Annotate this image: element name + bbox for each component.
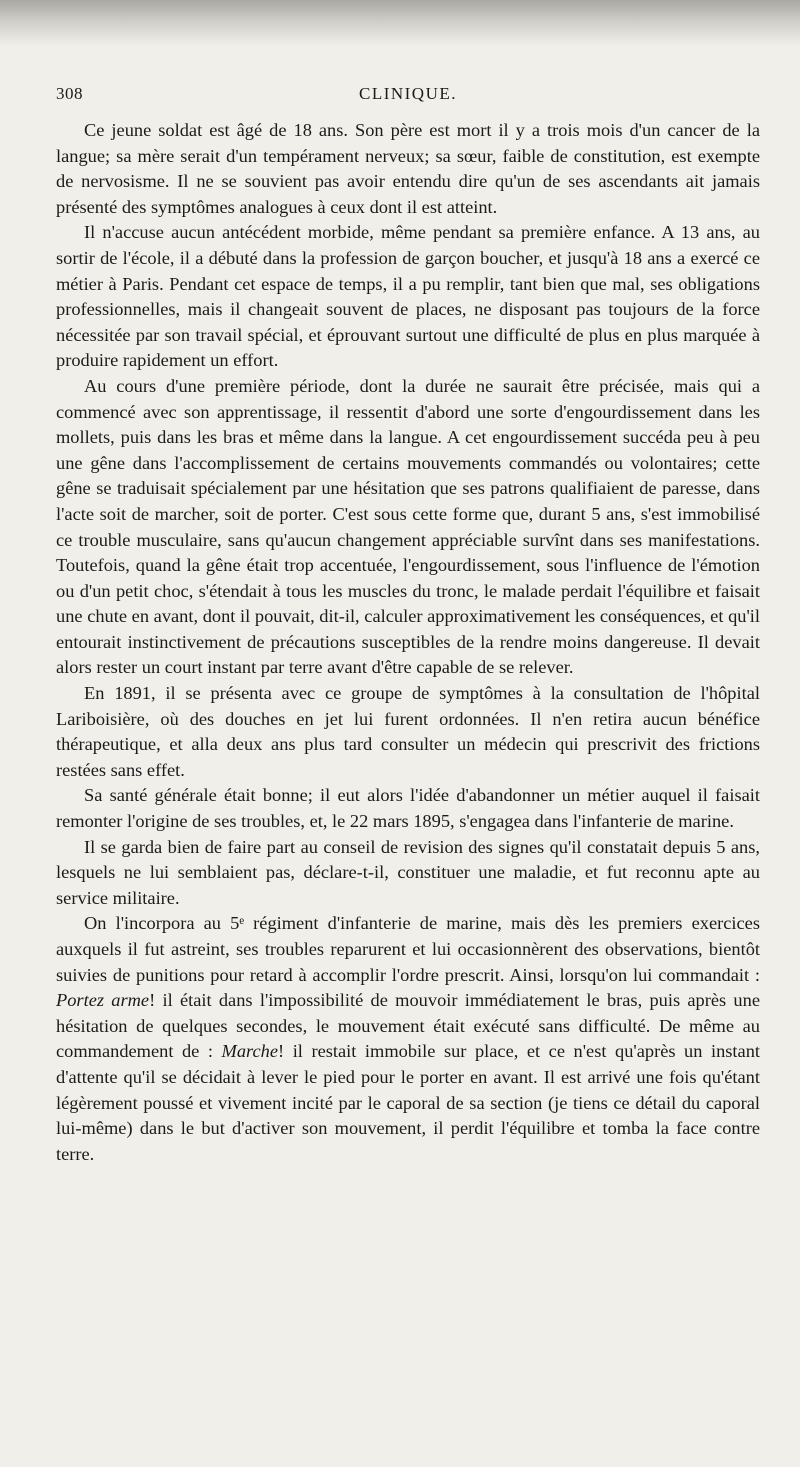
page-header [56, 84, 760, 110]
paragraph-7-part-1: On l'incorpora au 5ᵉ régiment d'infanterie de marine, mais dès les premiers exercices auxquels il fut astreint, ses troubles reparurent et lui occasionnèrent des observations, bientôt suivies de punitions pour retard à accomplir l'ordre prescrit. Ainsi, lorsqu'on lui commandait : [56, 913, 760, 985]
paragraph-5: Sa santé générale était bonne; il eut alors l'idée d'abandonner un métier auquel il faisait remonter l'origine de ses troubles, et, le 22 mars 1895, s'engagea dans l'infanterie de marine. [56, 785, 760, 832]
command-marche: Marche [221, 1041, 279, 1062]
text-body [56, 118, 760, 1167]
running-title: CLINIQUE. [358, 84, 457, 103]
paragraph-7-part-2: ! il était dans l'impossibilité de mouvoir immédiatement le bras, puis après une hésitation de quelques secondes, le mouvement était exécuté sans difficulté. De même au commandement de : [56, 990, 760, 1062]
paragraph-7 [56, 911, 760, 1167]
paragraph-3: Au cours d'une première période, dont la durée ne saurait être précisée, mais qui a commencé avec son apprentissage, il ressentit d'abord une sorte d'engourdissement dans les mollets, puis dans les bras et même dans la langue. A cet engourdissement succéda peu à peu une gêne dans l'accomplissement de certains mouvements commandés ou volontaires; cette gêne se traduisait spécialement par une hésitation que ses patrons qualifiaient de paresse, dans l'acte soit de marcher, soit de porter. C'est sous cette forme que, durant 5 ans, s'est immobilisé ce trouble musculaire, sans qu'aucun changement appréciable survînt dans ses manifestations. Toutefois, quand la gêne était trop accentuée, l'engourdissement, sous l'influence de l'émotion ou d'un petit choc, s'étendait à tous les muscles du tronc, le malade perdait l'équilibre et faisait une chute en avant, dont il pouvait, dit-il, calculer approximativement les conséquences, et qu'il entourait instinctivement de précautions susceptibles de la rendre moins dangereuse. Il devait alors rester un court instant par terre avant d'être capable de se relever. [56, 375, 760, 678]
command-portez-arme: Portez arme [56, 990, 150, 1011]
paragraph-4: En 1891, il se présenta avec ce groupe de symptômes à la consultation de l'hôpital Lariboisière, où des douches en jet lui furent ordonnées. Il n'en retira aucun bénéfice thérapeutique, et alla deux ans plus tard consulter un médecin qui prescrivit des frictions restées sans effet. [56, 683, 760, 780]
paragraph-6: Il se garda bien de faire part au conseil de revision des signes qu'il constatait depuis 5 ans, lesquels ne lui semblaient pas, déclare-t-il, constituer une maladie, et fut reconnu apte au service militaire. [56, 836, 760, 908]
paragraph-7-part-3: ! il restait immobile sur place, et ce n'est qu'après un instant d'attente qu'il se décidait à lever le pied pour le porter en avant. Il est arrivé une fois qu'étant légèrement poussé et vivement incité par le caporal de sa section (je tiens ce détail du caporal lui-même) dans le but d'activer son mouvement, il perdit l'équilibre et tomba la face contre terre. [56, 1041, 761, 1164]
page-number: 308 [56, 84, 83, 103]
paragraph-2: Il n'accuse aucun antécédent morbide, même pendant sa première enfance. A 13 ans, au sortir de l'école, il a débuté dans la profession de garçon boucher, et jusqu'à 18 ans a exercé ce métier à Paris. Pendant cet espace de temps, il a pu remplir, tant bien que mal, ses obligations professionnelles, mais il changeait souvent de places, ne disposant pas toujours de la force nécessitée par son travail spécial, et éprouvant surtout une difficulté de plus en plus marquée à produire rapidement un effort. [56, 222, 760, 371]
paragraph-1: Ce jeune soldat est âgé de 18 ans. Son père est mort il y a trois mois d'un cancer de la langue; sa mère serait d'un tempérament nerveux; sa sœur, faible de constitution, est exempte de nervosisme. Il ne se souvient pas avoir entendu dire qu'un de ses ascendants ait jamais présenté des symptômes analogues à ceux dont il est atteint. [56, 120, 760, 217]
page-top-shadow [0, 0, 800, 46]
